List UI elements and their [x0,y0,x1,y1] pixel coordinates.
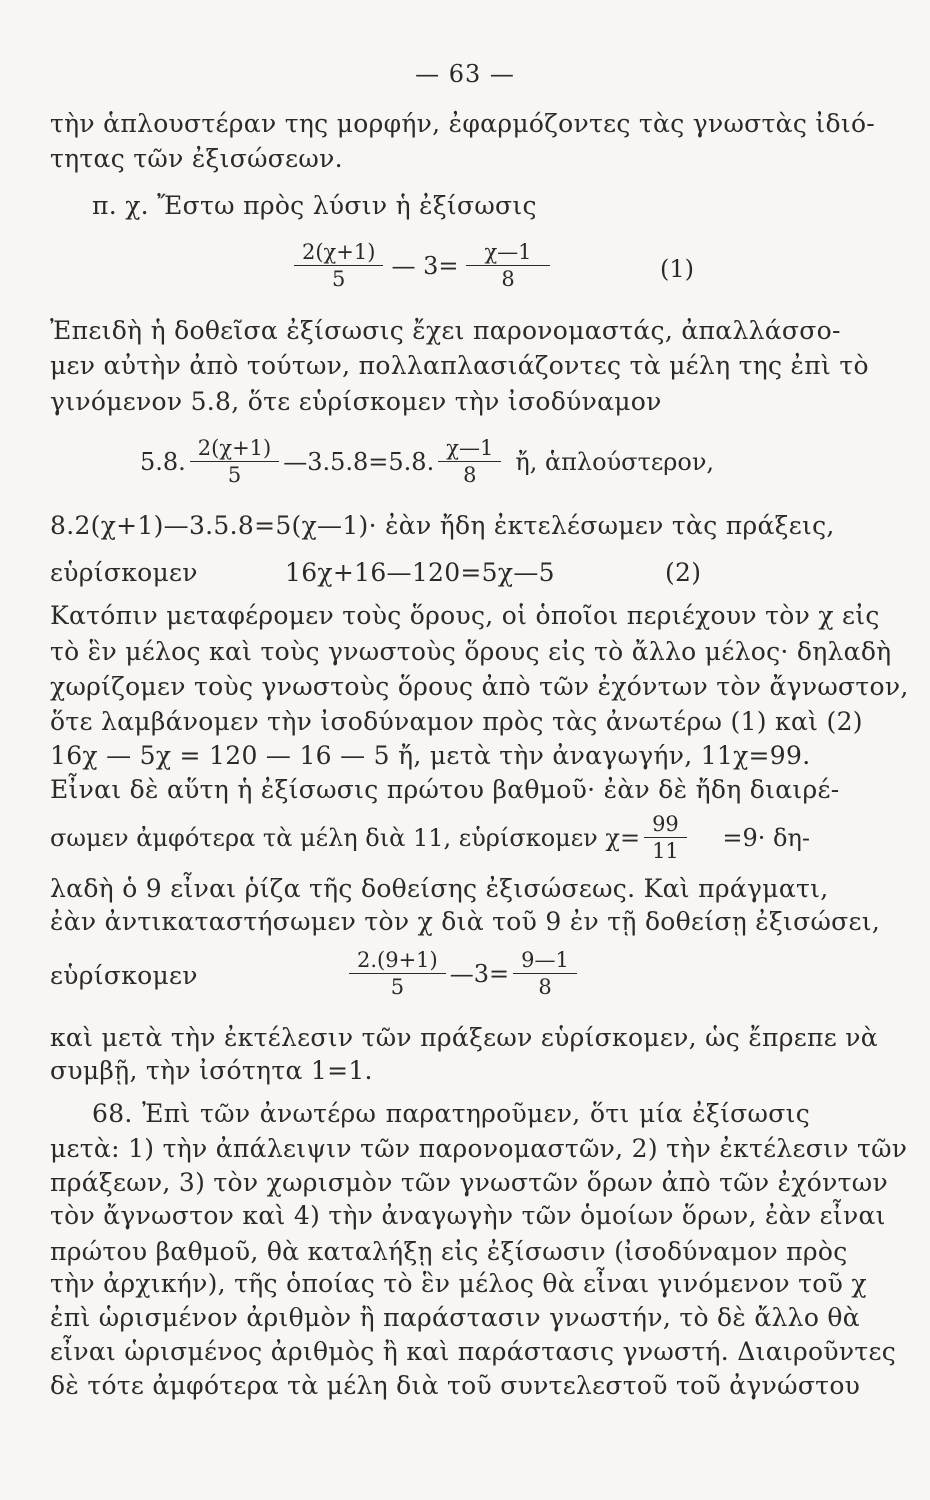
text-line: ἐπὶ ὡρισμένον ἀριθμὸν ἢ παράστασιν γνωστήν, τὸ δὲ ἄλλο θὰ [50,1303,860,1332]
equation-label-1: (1) [660,255,694,283]
text-line: μεν αὐτὴν ἀπὸ τούτων, πολλαπλασιάζοντες τὰ μέλη της ἐπὶ τὸ [50,351,869,380]
section-68-first-line: 68. Ἐπὶ τῶν ἀνωτέρω παρατηροῦμεν, ὅτι μία ἐξίσωσις [92,1099,810,1128]
fraction [438,436,501,487]
text-line: εἶναι ὡρισμένος ἀριθμὸς ἢ καὶ παράστασις γνωστή. Διαιροῦντες [50,1337,897,1366]
text-line: συμβῇ, τὴν ἰσότητα 1=1. [50,1056,373,1085]
example-intro: π. χ. Ἔστω πρὸς λύσιν ἡ ἐξίσωσις [92,191,537,220]
equation-suffix: ἤ, ἁπλούστερον, [515,447,715,476]
equation-check [345,948,581,999]
fraction [349,948,446,999]
equation-label-2: (2) [665,558,702,587]
equation-1 [290,240,554,291]
text-line: πράξεων, 3) τὸν χωρισμὸν τῶν γνωστῶν ὅρων ἀπὸ τῶν ἐχόντων [50,1168,888,1197]
fraction-denominator: 5 [332,267,346,291]
fraction-numerator: 2(χ+1) [190,436,279,462]
fraction-numerator: 2(χ+1) [294,240,383,266]
text-line: Ἐπειδὴ ἡ δοθεῖσα ἐξίσωσις ἔχει παρονομαστάς, ἀπαλλάσσο- [50,316,841,345]
text-line: ἐὰν ἀντικαταστήσωμεν τὸν χ διὰ τοῦ 9 ἐν τῇ δοθείσῃ ἐξισώσει, [50,907,881,936]
page-number: — 63 — [415,60,515,88]
text-line: δὲ τότε ἀμφότερα τὰ μέλη διὰ τοῦ συντελεστοῦ τοῦ ἀγνώστου [50,1371,861,1400]
fraction-denominator: 5 [390,975,405,999]
text-line: μετὰ: 1) τὴν ἀπάλειψιν τῶν παρονομαστῶν, 2) τὴν ἐκτέλεσιν τῶν [50,1134,908,1163]
text-segment: =9· δη- [722,823,810,852]
fraction [190,436,279,487]
fraction-numerator: 2.(9+1) [349,948,446,974]
text-line: 8.2(χ+1)—3.5.8=5(χ—1)· ἐὰν ἤδη ἐκτελέσωμεν τὰς πράξεις, [50,511,835,540]
equation-middle: — 3= [391,251,459,280]
fraction [466,240,549,291]
text-line: Κατόπιν μεταφέρομεν τοὺς ὅρους, οἱ ὁποῖοι περιέχουν τὸν χ εἰς [50,601,880,630]
fraction-numerator: χ—1 [438,436,501,462]
division-line [50,812,810,863]
text-line: χωρίζομεν τοὺς γνωστοὺς ὅρους ἀπὸ τῶν ἐχόντων τὸν ἄγνωστον, [50,672,909,701]
fraction-numerator: χ—1 [466,240,549,266]
equation-expanded [140,436,714,487]
fraction-numerator: 9—1 [513,948,577,974]
equation-middle: —3.5.8=5.8. [283,447,435,476]
text-line: τητας τῶν ἐξισώσεων. [50,144,343,173]
fraction-denominator: 5 [227,463,242,487]
equation-5-lead: εὑρίσκομεν [50,961,198,990]
text-line: γινόμενον 5.8, ὅτε εὑρίσκομεν τὴν ἰσοδύναμον [50,387,662,416]
text-line: πρώτου βαθμοῦ, θὰ καταλήξῃ εἰς ἐξίσωσιν (ἰσοδύναμον πρὸς [50,1237,848,1266]
fraction [294,240,383,291]
text-line: τὸν ἄγνωστον καὶ 4) τὴν ἀναγωγὴν τῶν ὁμοίων ὅρων, ἐὰν εἶναι [50,1201,886,1230]
text-line: τὸ ἓν μέλος καὶ τοὺς γνωστοὺς ὅρους εἰς τὸ ἄλλο μέλος· δηλαδὴ [50,637,892,666]
text-line: καὶ μετὰ τὴν ἐκτέλεσιν τῶν πράξεων εὑρίσκομεν, ὡς ἔπρεπε νὰ [50,1023,878,1052]
text-line: Εἶναι δὲ αὕτη ἡ ἐξίσωσις πρώτου βαθμοῦ· ἐὰν δὲ ἤδη διαιρέ- [50,775,840,804]
text-line: τὴν ἀρχικήν), τῆς ὁποίας τὸ ἓν μέλος θὰ εἶναι γινόμενον τοῦ χ [50,1269,867,1298]
fraction-denominator: 8 [538,975,552,999]
fraction [644,812,687,863]
equation-middle: —3= [449,959,510,988]
text-line: τὴν ἁπλουστέραν της μορφήν, ἐφαρμόζοντες τὰς γνωστὰς ἰδιό- [50,109,876,138]
fraction-denominator: 8 [501,267,515,291]
fraction [513,948,577,999]
equation-2-lead: εὑρίσκομεν [50,558,198,587]
text-line: ὅτε λαμβάνομεν τὴν ἰσοδύναμον πρὸς τὰς ἀνωτέρω (1) καὶ (2) [50,707,863,736]
text-segment: σωμεν ἀμφότερα τὰ μέλη διὰ 11, εὑρίσκομεν χ= [50,823,641,852]
fraction-numerator: 99 [644,812,687,838]
text-line: λαδὴ ὁ 9 εἶναι ῥίζα τῆς δοθείσης ἐξισώσεως. Καὶ πράγματι, [50,874,829,903]
fraction-denominator: 11 [652,839,679,863]
text-line: 16χ — 5χ = 120 — 16 — 5 ἤ, μετὰ τὴν ἀναγωγήν, 11χ=99. [50,741,811,770]
equation-prefix: 5.8. [140,447,186,476]
equation-2: 16χ+16—120=5χ—5 [285,558,555,587]
fraction-denominator: 8 [463,463,477,487]
